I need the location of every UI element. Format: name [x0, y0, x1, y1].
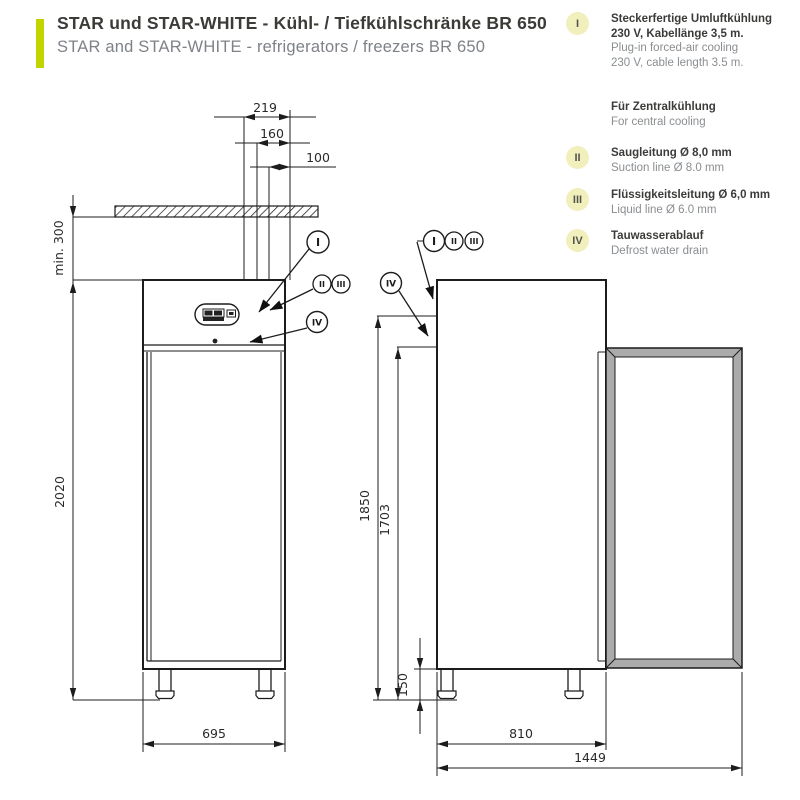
dimension-conn-power — [214, 100, 316, 120]
callout-II: II — [319, 280, 325, 289]
legend-en-line: Defrost water drain — [611, 244, 709, 257]
legend-numeral-II: II — [566, 146, 589, 169]
dimension-foot-height — [395, 638, 437, 734]
callout-I: I — [315, 236, 321, 249]
dim-label-1850: 1850 — [357, 490, 372, 522]
dim-label-2020: 2020 — [52, 476, 67, 508]
dim-label-810: 810 — [509, 726, 533, 741]
legend-numeral-III: III — [566, 188, 589, 211]
dim-label-219: 219 — [253, 100, 277, 115]
legend-de-line: Flüssigkeitsleitung Ø 6,0 mm — [611, 189, 771, 201]
side-feet — [438, 669, 583, 699]
dim-label-100: 100 — [306, 150, 330, 165]
legend-en-line: Liquid line Ø 6.0 mm — [611, 203, 717, 216]
page-title-german: STAR und STAR-WHITE - Kühl- / Tiefkühlschränke BR 650 — [57, 13, 547, 33]
front-view-drawing — [51, 100, 350, 752]
legend-de-line: Saugleitung Ø 8,0 mm — [611, 147, 732, 159]
page-title-english: STAR and STAR-WHITE - refrigerators / freezers BR 650 — [57, 38, 486, 56]
dim-label-695: 695 — [202, 726, 226, 741]
front-feet — [156, 669, 274, 699]
legend-en-line: For central cooling — [611, 115, 706, 128]
ceiling-hatch — [115, 206, 318, 217]
callout-III: III — [336, 280, 346, 289]
callout-IV: IV — [385, 279, 397, 290]
callout-III: III — [469, 237, 479, 246]
legend-de-line: Für Zentralkühlung — [611, 101, 716, 113]
dimension-conn-suction — [235, 126, 310, 146]
dimension-width — [143, 672, 285, 752]
legend-de-line: Steckerfertige Umluftkühlung — [611, 13, 773, 25]
side-view-drawing — [357, 231, 742, 777]
dim-label-min300: min. 300 — [51, 220, 66, 276]
cabinet-side-outline — [437, 280, 606, 669]
control-panel — [195, 304, 239, 325]
legend-en-line: Suction line Ø 8.0 mm — [611, 161, 725, 174]
legend-de-line: Tauwasserablauf — [611, 230, 704, 242]
dim-label-1449: 1449 — [574, 750, 606, 765]
dim-label-160: 160 — [260, 126, 284, 141]
legend-en-line: 230 V, cable length 3.5 m. — [611, 56, 744, 69]
callout-I: I — [431, 235, 437, 248]
door-lock — [213, 339, 218, 344]
legend-en-line: Plug-in forced-air cooling — [611, 42, 739, 54]
dim-label-1703: 1703 — [377, 504, 392, 536]
legend-numeral-IV: IV — [566, 229, 589, 252]
open-door — [606, 348, 742, 668]
dimension-conn-liquid — [250, 150, 336, 170]
callout-II: II — [451, 237, 457, 246]
dim-label-150: 150 — [395, 673, 410, 697]
legend-de-line: 230 V, Kabellänge 3,5 m. — [611, 27, 744, 40]
callout-IV: IV — [311, 318, 323, 329]
dimension-depth — [437, 672, 742, 776]
legend-numeral-I: I — [566, 12, 589, 35]
